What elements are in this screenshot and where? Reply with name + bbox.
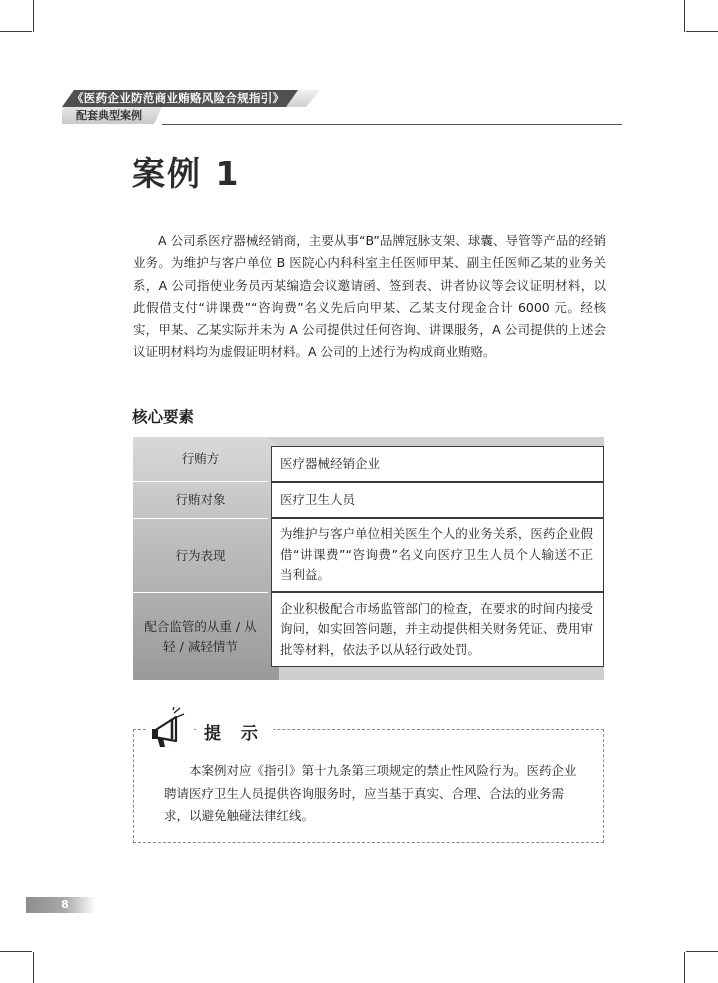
tip-text: 本案例对应《指引》第十九条第三项规定的禁止性风险行为。医药企业聘请医疗卫生人员提供咨询服务时，应当基于真实、合理、合法的业务需求，以避免触碰法律红线。 [164, 763, 577, 823]
crop-mark [33, 0, 34, 32]
core-elements-table [133, 437, 604, 680]
row-label-circumstances: 配合监管的从重 / 从轻 / 减轻情节 [133, 592, 268, 680]
row-label-bribe-target: 行贿对象 [133, 481, 268, 518]
crop-mark [684, 952, 685, 983]
row-value-circumstances: 企业积极配合市场监管部门的检查，在要求的时间内接受询问，如实回答问题，并主动提供相关财务凭证、费用审批等材料，依法予以从轻行政处罚。 [271, 592, 604, 667]
row-label-briber: 行贿方 [181, 451, 220, 466]
crop-mark [0, 31, 32, 32]
crop-mark [686, 951, 718, 952]
crop-mark [684, 0, 685, 32]
section-label: 配套典型案例 [76, 109, 142, 122]
row-value-conduct: 为维护与客户单位相关医生个人的业务关系，医药企业假借“讲课费”“咨询费”名义向医疗卫生人员个人输送不正当利益。 [271, 518, 604, 592]
page-number: 8 [61, 898, 69, 911]
row-label-conduct: 行为表现 [133, 518, 268, 592]
crop-mark [686, 31, 718, 32]
crop-mark [0, 951, 32, 952]
core-elements-heading: 核心要素 [132, 408, 195, 426]
case-title: 案例 1 [132, 154, 241, 193]
case-body: A 公司系医疗器械经销商，主要从事“B”品牌冠脉支架、球囊、导管等产品的经销业务。为维护与客户单位 B 医院心内科科室主任医师甲某、副主任医师乙某的业务关系，A 公司指使业务员丙某编造会议邀请函、签到表、讲者协议等会议证明材料，以此假借支付“讲课费”“咨询费”名义先后向甲某、乙某支付现金合计 6000 元。经核实，甲某、乙某实际并未为 A 公司提供过任何咨询、讲课服务，A 公司提供的上述会议证明材料均为虚假证明材料。A 公司的上述行为构成商业贿赂。 [133, 233, 606, 360]
row-value-bribe-target: 医疗卫生人员 [271, 482, 604, 518]
crop-mark [33, 952, 34, 983]
header-rule [162, 124, 622, 125]
row-value-briber: 医疗器械经销企业 [271, 446, 604, 482]
megaphone-icon [146, 707, 194, 749]
book-title: 《医药企业防范商业贿赂风险合规指引》 [72, 91, 285, 105]
tip-title: 提 示 [196, 719, 273, 744]
